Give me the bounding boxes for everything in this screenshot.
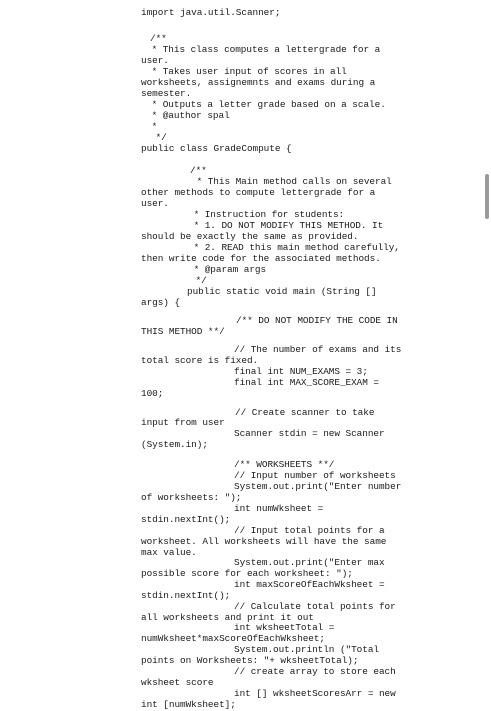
code-line: final int NUM_EXAMS = 3;: [234, 366, 368, 377]
code-line: worksheet. All worksheets will have the same: [141, 536, 387, 547]
code-line: * 2. READ this main method carefully,: [188, 242, 400, 253]
code-line: */: [150, 132, 167, 143]
code-line: System.out.print("Enter max: [234, 557, 385, 568]
code-line: * This Main method calls on several: [191, 176, 392, 187]
code-line: /**: [190, 165, 207, 176]
code-line: int [numWksheet];: [141, 699, 236, 710]
code-line: /** DO NOT MODIFY THE CODE IN: [236, 315, 398, 326]
code-line: should be exactly the same as provided.: [141, 231, 359, 242]
code-line: then write code for the associated methods.: [141, 253, 381, 264]
code-line: System.out.println ("Total: [234, 644, 379, 655]
code-line: * Takes user input of scores in all: [146, 66, 347, 77]
code-line: public class GradeCompute {: [141, 143, 292, 154]
code-line: (System.in);: [141, 439, 208, 450]
code-line: */: [190, 275, 207, 286]
code-line: // Calculate total points for: [234, 601, 396, 612]
code-line: final int MAX_SCORE_EXAM =: [234, 377, 379, 388]
code-line: int numWksheet =: [234, 503, 324, 514]
code-line: semester.: [141, 88, 192, 99]
code-line: points on Worksheets: "+ wksheetTotal);: [141, 655, 359, 666]
code-line: * This class computes a lettergrade for a: [146, 44, 381, 55]
code-line: total score is fixed.: [141, 355, 259, 366]
scrollbar-thumb[interactable]: [485, 174, 489, 219]
code-line: user.: [141, 198, 169, 209]
code-line: stdin.nextInt();: [141, 514, 231, 525]
code-line: args) {: [141, 297, 181, 308]
code-line: // create array to store each: [234, 666, 396, 677]
code-line: System.out.print("Enter number: [234, 481, 402, 492]
code-line: int [] wksheetScoresArr = new: [234, 688, 396, 699]
code-line: input from user: [141, 417, 225, 428]
code-line: possible score for each worksheet: ");: [141, 568, 353, 579]
code-line: wksheet score: [141, 677, 214, 688]
code-line: * Outputs a letter grade based on a scale.: [146, 99, 386, 110]
code-line: * @author spal: [146, 110, 230, 121]
scrollbar[interactable]: [481, 0, 491, 700]
code-line: other methods to compute lettergrade for a: [141, 187, 376, 198]
code-line: // The number of exams and its: [234, 344, 402, 355]
code-line: numWksheet*maxScoreOfEachWksheet;: [141, 633, 326, 644]
code-line: * @param args: [188, 264, 267, 275]
code-line: int wksheetTotal =: [234, 622, 335, 633]
code-line: *: [146, 121, 158, 132]
code-line: * Instruction for students:: [188, 209, 345, 220]
code-line: worksheets, assignemnts and exams during a: [141, 77, 376, 88]
code-line: public static void main (String []: [187, 286, 377, 297]
code-line: max value.: [141, 547, 197, 558]
code-line: Scanner stdin = new Scanner: [234, 428, 385, 439]
code-line: all worksheets and print it out: [141, 612, 314, 623]
code-line: // Create scanner to take: [235, 407, 375, 418]
code-line: /** WORKSHEETS **/: [234, 459, 335, 470]
code-line: int maxScoreOfEachWksheet =: [234, 579, 385, 590]
code-line: stdin.nextInt();: [141, 590, 231, 601]
code-line: // Input total points for a: [234, 525, 385, 536]
code-line: 100;: [141, 388, 164, 399]
code-line: // Input number of worksheets: [234, 470, 396, 481]
code-line: user.: [141, 55, 169, 66]
code-line: import java.util.Scanner;: [141, 7, 281, 18]
code-line: THIS METHOD **/: [141, 326, 225, 337]
code-line: of worksheets: ");: [141, 492, 242, 503]
code-line: /**: [150, 33, 167, 44]
code-line: * 1. DO NOT MODIFY THIS METHOD. It: [188, 220, 384, 231]
